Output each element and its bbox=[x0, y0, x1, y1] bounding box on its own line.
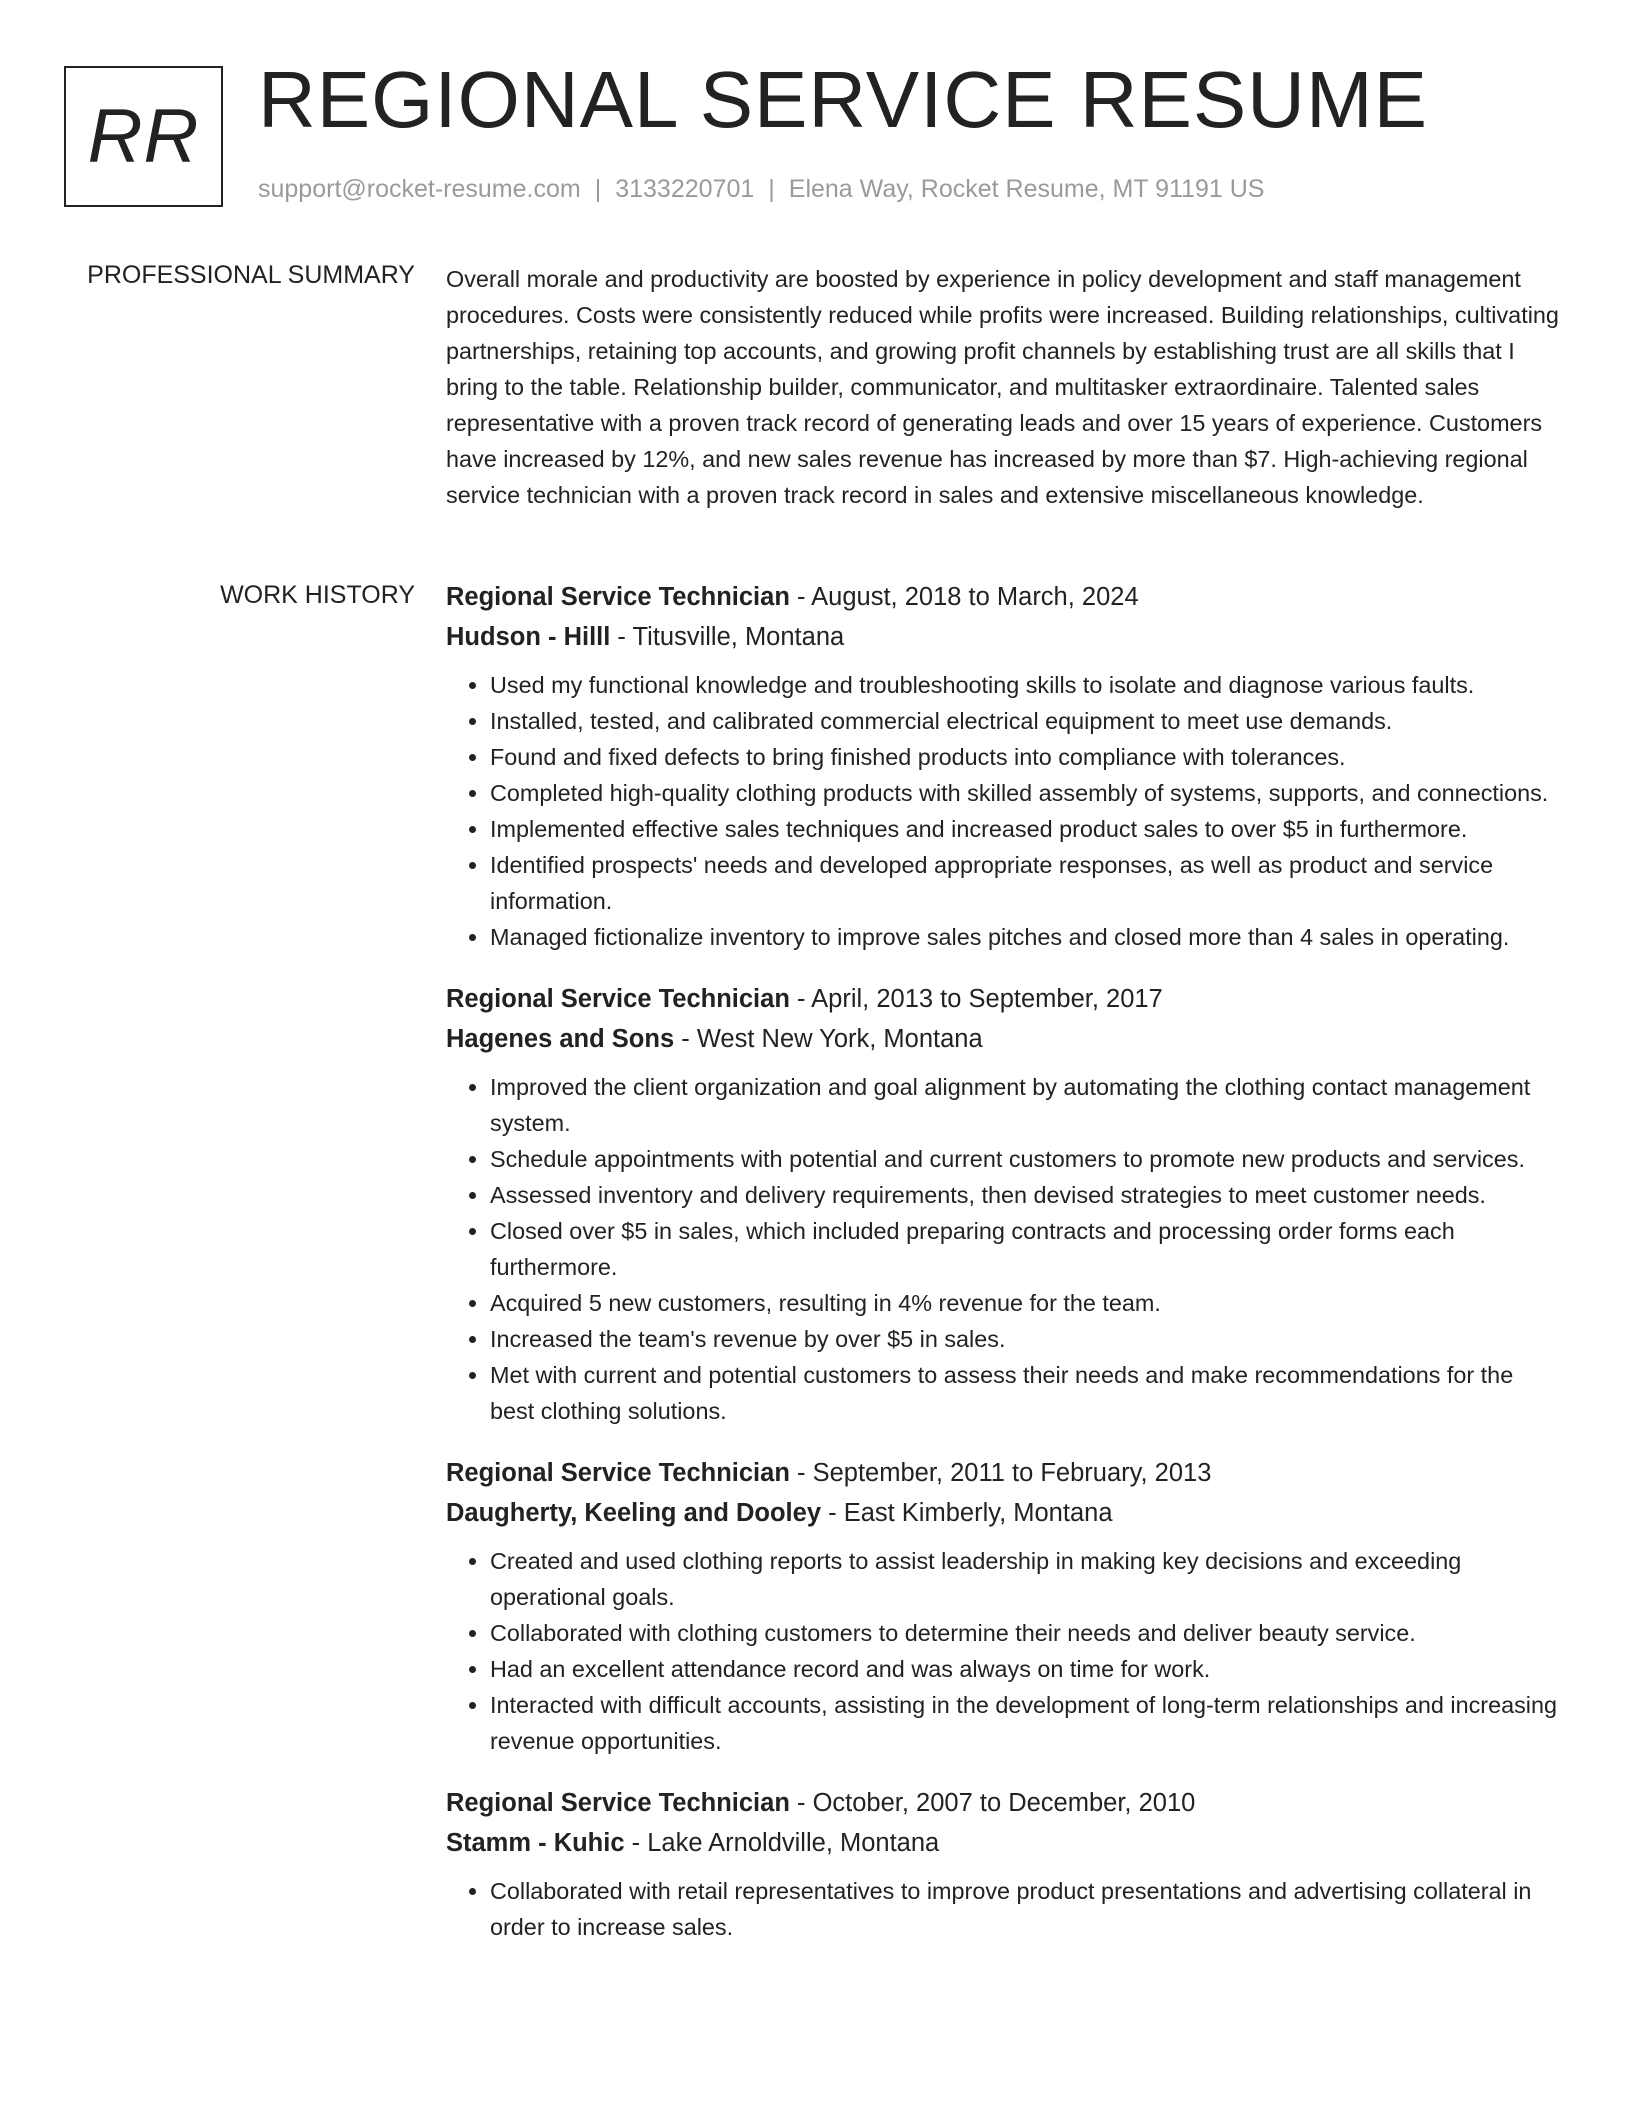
job-dates: April, 2013 to September, 2017 bbox=[811, 985, 1163, 1013]
job-dash: - bbox=[789, 1789, 813, 1817]
job-bullet-list bbox=[446, 1543, 1561, 1759]
job-title-line bbox=[446, 979, 1561, 1019]
job-entry bbox=[446, 577, 1561, 955]
job-title-line bbox=[446, 577, 1561, 617]
job-bullet: • Met with current and potential customers to assess their needs and make recommendations for the best clothing solutions. bbox=[490, 1357, 1561, 1429]
job-title-line bbox=[446, 1783, 1561, 1823]
job-company-line bbox=[446, 1823, 1561, 1863]
job-company-line bbox=[446, 617, 1561, 657]
work-history-body bbox=[446, 577, 1561, 1969]
job-location: Titusville, Montana bbox=[632, 623, 845, 651]
job-company: Hagenes and Sons bbox=[446, 1025, 675, 1053]
job-dash: - bbox=[789, 583, 812, 611]
summary-label: PROFESSIONAL SUMMARY bbox=[87, 261, 415, 289]
contact-separator: | bbox=[768, 175, 775, 203]
job-bullet-list bbox=[446, 667, 1561, 955]
job-bullet: • Collaborated with clothing customers to determine their needs and deliver beauty service. bbox=[490, 1615, 1561, 1651]
contact-separator: | bbox=[594, 175, 602, 203]
job-location: Lake Arnoldville, Montana bbox=[647, 1829, 940, 1857]
job-dates: September, 2011 to February, 2013 bbox=[812, 1459, 1212, 1487]
work-history-label: WORK HISTORY bbox=[220, 581, 415, 609]
monogram-badge: RR bbox=[64, 66, 223, 207]
job-entry bbox=[446, 1783, 1561, 1945]
job-bullet: • Collaborated with retail representatives to improve product presentations and advertising collateral in order to increase sales. bbox=[490, 1873, 1561, 1945]
contact-email: support@rocket-resume.com bbox=[258, 175, 581, 203]
job-entry bbox=[446, 979, 1561, 1429]
job-bullet: • Closed over $5 in sales, which included preparing contracts and processing order forms each furthermore. bbox=[490, 1213, 1561, 1285]
contact-line bbox=[258, 175, 1264, 204]
job-bullet: • Installed, tested, and calibrated commercial electrical equipment to meet use demands. bbox=[490, 703, 1561, 739]
page-title: REGIONAL SERVICE RESUME bbox=[258, 55, 1428, 144]
job-bullet: • Schedule appointments with potential and current customers to promote new products and services. bbox=[490, 1141, 1561, 1177]
job-company-line bbox=[446, 1019, 1561, 1059]
job-bullet: • Had an excellent attendance record and was always on time for work. bbox=[490, 1651, 1561, 1687]
job-company: Daugherty, Keeling and Dooley bbox=[446, 1499, 822, 1527]
job-bullet: • Created and used clothing reports to assist leadership in making key decisions and exceeding operational goals. bbox=[490, 1543, 1561, 1615]
job-bullet: • Assessed inventory and delivery requirements, then devised strategies to meet customer needs. bbox=[490, 1177, 1561, 1213]
job-bullet: • Found and fixed defects to bring finished products into compliance with tolerances. bbox=[490, 739, 1561, 775]
job-bullet: • Completed high-quality clothing products with skilled assembly of systems, supports, and connections. bbox=[490, 775, 1561, 811]
job-bullet: • Used my functional knowledge and troubleshooting skills to isolate and diagnose various faults. bbox=[490, 667, 1561, 703]
job-title: Regional Service Technician bbox=[446, 583, 790, 611]
job-dash: - bbox=[610, 623, 633, 651]
job-dates: August, 2018 to March, 2024 bbox=[811, 583, 1139, 611]
summary-text: Overall morale and productivity are boosted by experience in policy development and staff management procedures. Costs were consistently reduced while profits were increased. Building relationships, cultivating partnerships, retaining top accounts, and growing profit channels by establishing trust are all skills that I bring to the table. Relationship builder, communicator, and multitasker extraordinaire. Talented sales representative with a proven track record of generating leads and over 15 years of experience. Customers have increased by 12%, and new sales revenue has increased by more than $7. High-achieving regional service technician with a proven track record in sales and extensive miscellaneous knowledge. bbox=[446, 266, 1559, 508]
job-company: Stamm - Kuhic bbox=[446, 1829, 625, 1857]
job-bullet: • Identified prospects' needs and developed appropriate responses, as well as product and service information. bbox=[490, 847, 1561, 919]
job-company-line bbox=[446, 1493, 1561, 1533]
job-bullet: • Interacted with difficult accounts, assisting in the development of long-term relationships and increasing revenue opportunities. bbox=[490, 1687, 1561, 1759]
summary-body bbox=[446, 261, 1561, 513]
job-dash: - bbox=[789, 1459, 813, 1487]
job-bullet: • Implemented effective sales techniques and increased product sales to over $5 in furthermore. bbox=[490, 811, 1561, 847]
job-location: West New York, Montana bbox=[696, 1025, 983, 1053]
job-bullet: • Increased the team's revenue by over $5 in sales. bbox=[490, 1321, 1561, 1357]
job-location: East Kimberly, Montana bbox=[843, 1499, 1113, 1527]
contact-address: Elena Way, Rocket Resume, MT 91191 US bbox=[788, 175, 1265, 203]
job-title: Regional Service Technician bbox=[446, 985, 790, 1013]
job-bullet: • Improved the client organization and goal alignment by automating the clothing contact management system. bbox=[490, 1069, 1561, 1141]
job-dash: - bbox=[821, 1499, 844, 1527]
job-title-line bbox=[446, 1453, 1561, 1493]
job-entry bbox=[446, 1453, 1561, 1759]
contact-phone: 3133220701 bbox=[615, 175, 755, 203]
job-dash: - bbox=[789, 985, 812, 1013]
job-dates: October, 2007 to December, 2010 bbox=[812, 1789, 1196, 1817]
job-bullet-list bbox=[446, 1069, 1561, 1429]
job-company: Hudson - Hilll bbox=[446, 623, 611, 651]
job-bullet: • Acquired 5 new customers, resulting in 4% revenue for the team. bbox=[490, 1285, 1561, 1321]
job-dash: - bbox=[624, 1829, 648, 1857]
job-title: Regional Service Technician bbox=[446, 1789, 790, 1817]
job-bullet-list bbox=[446, 1873, 1561, 1945]
job-dash: - bbox=[674, 1025, 697, 1053]
job-title: Regional Service Technician bbox=[446, 1459, 790, 1487]
job-bullet: • Managed fictionalize inventory to improve sales pitches and closed more than 4 sales in operating. bbox=[490, 919, 1561, 955]
